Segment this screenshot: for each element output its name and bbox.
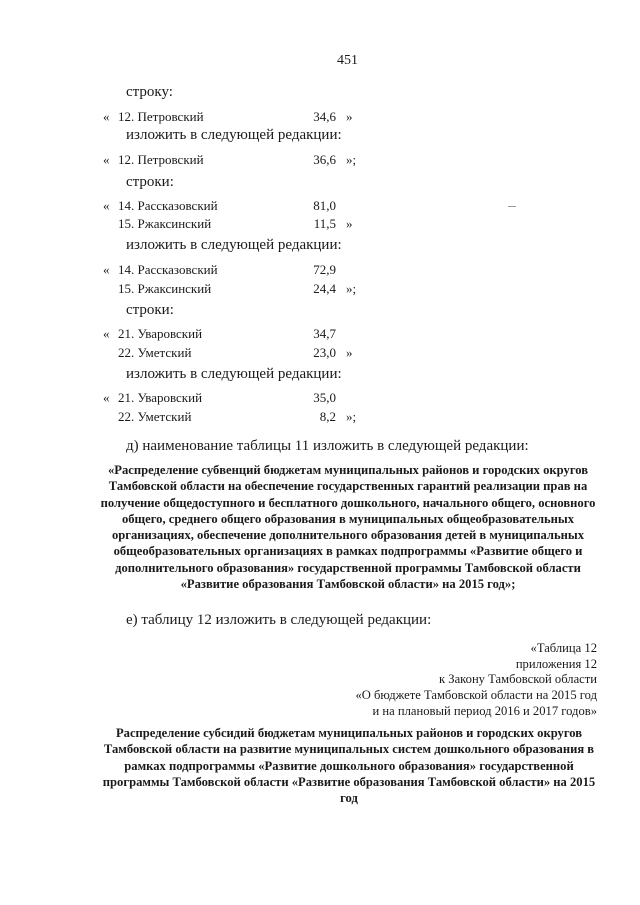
district-value: 72,9	[313, 262, 336, 277]
section-e-intro: е) таблицу 12 изложить в следующей редакции:	[126, 612, 432, 628]
district-name: 14. Рассказовский	[118, 262, 218, 277]
district-name: 22. Уметский	[118, 345, 192, 360]
table-12-title: Распределение субсидий бюджетам муниципальных районов и городских округов Тамбовской области на развитие муниципальных систем дошкольного образования в рамках подпрограммы «Развитие дошкольного образования» государственной программы Тамбовской области «Развитие образования Тамбовской области» на 2015 год	[102, 726, 596, 806]
block-heading: строки:	[126, 302, 174, 318]
open-quote: «	[103, 198, 110, 213]
district-name: 15. Ржаксинский	[118, 216, 212, 231]
district-name: 15. Ржаксинский	[118, 281, 212, 296]
header-line: к Закону Тамбовской области	[439, 672, 597, 687]
table-12-header	[300, 641, 597, 720]
district-value: 35,0	[313, 390, 336, 405]
open-quote: «	[103, 109, 110, 124]
block-heading: изложить в следующей редакции:	[126, 366, 342, 382]
header-line: «Таблица 12	[530, 641, 597, 655]
section-d-intro: д) наименование таблицы 11 изложить в следующей редакции:	[126, 438, 529, 454]
open-quote: «	[103, 262, 110, 277]
header-line: и на плановый период 2016 и 2017 годов»	[372, 703, 597, 718]
page-number: 451	[337, 53, 358, 68]
close-quote: »;	[346, 281, 357, 296]
district-value: 11,5	[313, 216, 336, 231]
close-quote: »	[346, 345, 353, 360]
district-name: 22. Уметский	[118, 409, 192, 424]
open-quote: «	[103, 390, 110, 405]
district-value: 34,6	[313, 109, 336, 124]
district-value: 36,6	[313, 152, 336, 167]
block-heading: изложить в следующей редакции:	[126, 127, 342, 143]
close-quote: »	[346, 216, 353, 231]
header-line: «О бюджете Тамбовской области на 2015 год	[355, 688, 597, 703]
open-quote: «	[103, 326, 110, 341]
district-name: 14. Рассказовский	[118, 198, 218, 213]
table-11-title: «Распределение субвенций бюджетам муниципальных районов и городских округов Тамбовской области на обеспечение государственных гарантий реализации прав на получение общедоступного и бесплатного дошкольного, начального общего, основного общего, среднего общего образования в муниципальных общеобразовательных организациях, обеспечение дополнительного образования детей в муниципальных общеобразовательных организациях в рамках подпрограммы «Развитие общего и дополнительного образования» государственной программы Тамбовской области «Развитие образования Тамбовской области» на 2015 год»;	[100, 463, 596, 592]
close-quote: »	[346, 109, 353, 124]
close-quote: »;	[346, 409, 357, 424]
open-quote: «	[103, 152, 110, 167]
block-heading: строку:	[126, 84, 173, 100]
district-value: 81,0	[313, 198, 336, 213]
district-name: 12. Петровский	[118, 109, 204, 124]
district-name: 12. Петровский	[118, 152, 204, 167]
district-value: 24,4	[313, 281, 336, 296]
close-quote: »;	[346, 152, 357, 167]
scan-mark	[508, 206, 516, 207]
block-heading: строки:	[126, 174, 174, 190]
district-value: 23,0	[313, 345, 336, 360]
district-name: 21. Уваровский	[118, 390, 203, 405]
district-value: 8,2	[319, 409, 336, 424]
header-line: приложения 12	[515, 656, 597, 671]
block-heading: изложить в следующей редакции:	[126, 237, 342, 253]
district-name: 21. Уваровский	[118, 326, 203, 341]
district-value: 34,7	[313, 326, 336, 341]
